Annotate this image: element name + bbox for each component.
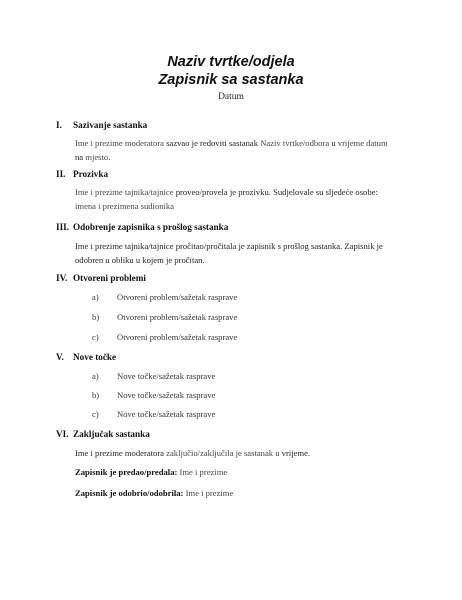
section-heading-calling — [56, 120, 147, 130]
section-heading-conclusion — [56, 429, 150, 439]
item-text: Nove točke/sažetak rasprave — [117, 371, 216, 381]
section-number: V. — [56, 352, 64, 362]
placeholder-moderator: Ime i prezime moderatora — [75, 138, 164, 148]
section-number: II. — [56, 169, 66, 179]
list-item — [92, 371, 215, 381]
item-letter: b) — [92, 390, 100, 400]
item-letter: c) — [92, 332, 99, 342]
section-heading-open-issues — [56, 273, 146, 283]
section-heading-new-items — [56, 352, 116, 362]
placeholder-moderator: Ime i prezime moderatora — [75, 448, 164, 458]
company-title: Naziv tvrtke/odjela — [167, 54, 295, 70]
list-item — [92, 312, 237, 322]
section-number: III. — [56, 222, 70, 232]
body-text: Ime i prezime tajnika/tajnice pročitao/pročitala je zapisnik s prošlog sastanka. Zapisnik je odobren u obliku u kojem je pročitan. — [75, 241, 383, 265]
placeholder-name: Ime i prezime — [185, 488, 234, 498]
item-text: Nove točke/sažetak rasprave — [117, 390, 216, 400]
signature-label: Zapisnik je odobrio/odobrila: — [75, 488, 184, 498]
item-text: Nove točke/sažetak rasprave — [117, 409, 216, 419]
placeholder-time: vrijeme. — [281, 448, 311, 458]
item-letter: a) — [92, 371, 99, 381]
body-text: na — [75, 151, 84, 162]
list-item — [92, 390, 215, 400]
section-number: I. — [56, 120, 62, 130]
signature-label: Zapisnik je predao/predala: — [75, 467, 178, 477]
placeholder-name: Ime i prezime — [179, 467, 228, 477]
document-title: Zapisnik sa sastanka — [158, 72, 304, 88]
section-title: Sazivanje sastanka — [73, 120, 148, 130]
date-line: Datum — [218, 92, 244, 102]
item-text: Otvoreni problem/sažetak rasprave — [117, 312, 238, 322]
item-text: Otvoreni problem/sažetak rasprave — [117, 292, 238, 302]
section-body-rollcall — [75, 186, 397, 213]
section-heading-approval — [56, 222, 228, 232]
signature-line-approved — [75, 487, 397, 501]
section-number: VI. — [56, 429, 69, 439]
item-text: Otvoreni problem/sažetak rasprave — [117, 332, 238, 342]
list-item — [92, 409, 215, 419]
section-title: Odobrenje zapisnika s prošlog sastanka — [73, 222, 229, 232]
placeholder-secretary: Ime i prezime tajnika/tajnice — [75, 187, 174, 197]
item-letter: a) — [92, 292, 99, 302]
section-body-conclusion — [75, 447, 397, 461]
placeholder-company: Naziv tvrtke/odbora — [260, 138, 330, 148]
section-number: IV. — [56, 273, 68, 283]
placeholder-participants: imena i prezimena sudionika — [75, 200, 175, 211]
section-heading-rollcall — [56, 169, 108, 179]
section-title: Otvoreni problemi — [73, 273, 146, 283]
placeholder-time-date: vrijeme datum — [337, 138, 388, 148]
section-title: Prozivka — [73, 169, 109, 179]
section-title: Zaključak sastanka — [73, 429, 150, 439]
list-item — [92, 292, 237, 302]
body-text: sazvao je redoviti sastanak — [166, 138, 259, 148]
body-text: u — [331, 138, 336, 148]
section-title: Nove točke — [73, 352, 117, 362]
body-text: zaključio/zaključila je sastanak u — [166, 448, 280, 458]
placeholder-place: mjesto. — [85, 151, 111, 162]
section-body-calling — [75, 137, 397, 164]
body-text: proveo/provela je prozivku. Sudjelovale su sljedeće osobe: — [175, 187, 378, 197]
item-letter: c) — [92, 409, 99, 419]
section-body-approval — [75, 240, 397, 267]
list-item — [92, 332, 237, 342]
item-letter: b) — [92, 312, 100, 322]
signature-line-submitted — [75, 466, 397, 480]
